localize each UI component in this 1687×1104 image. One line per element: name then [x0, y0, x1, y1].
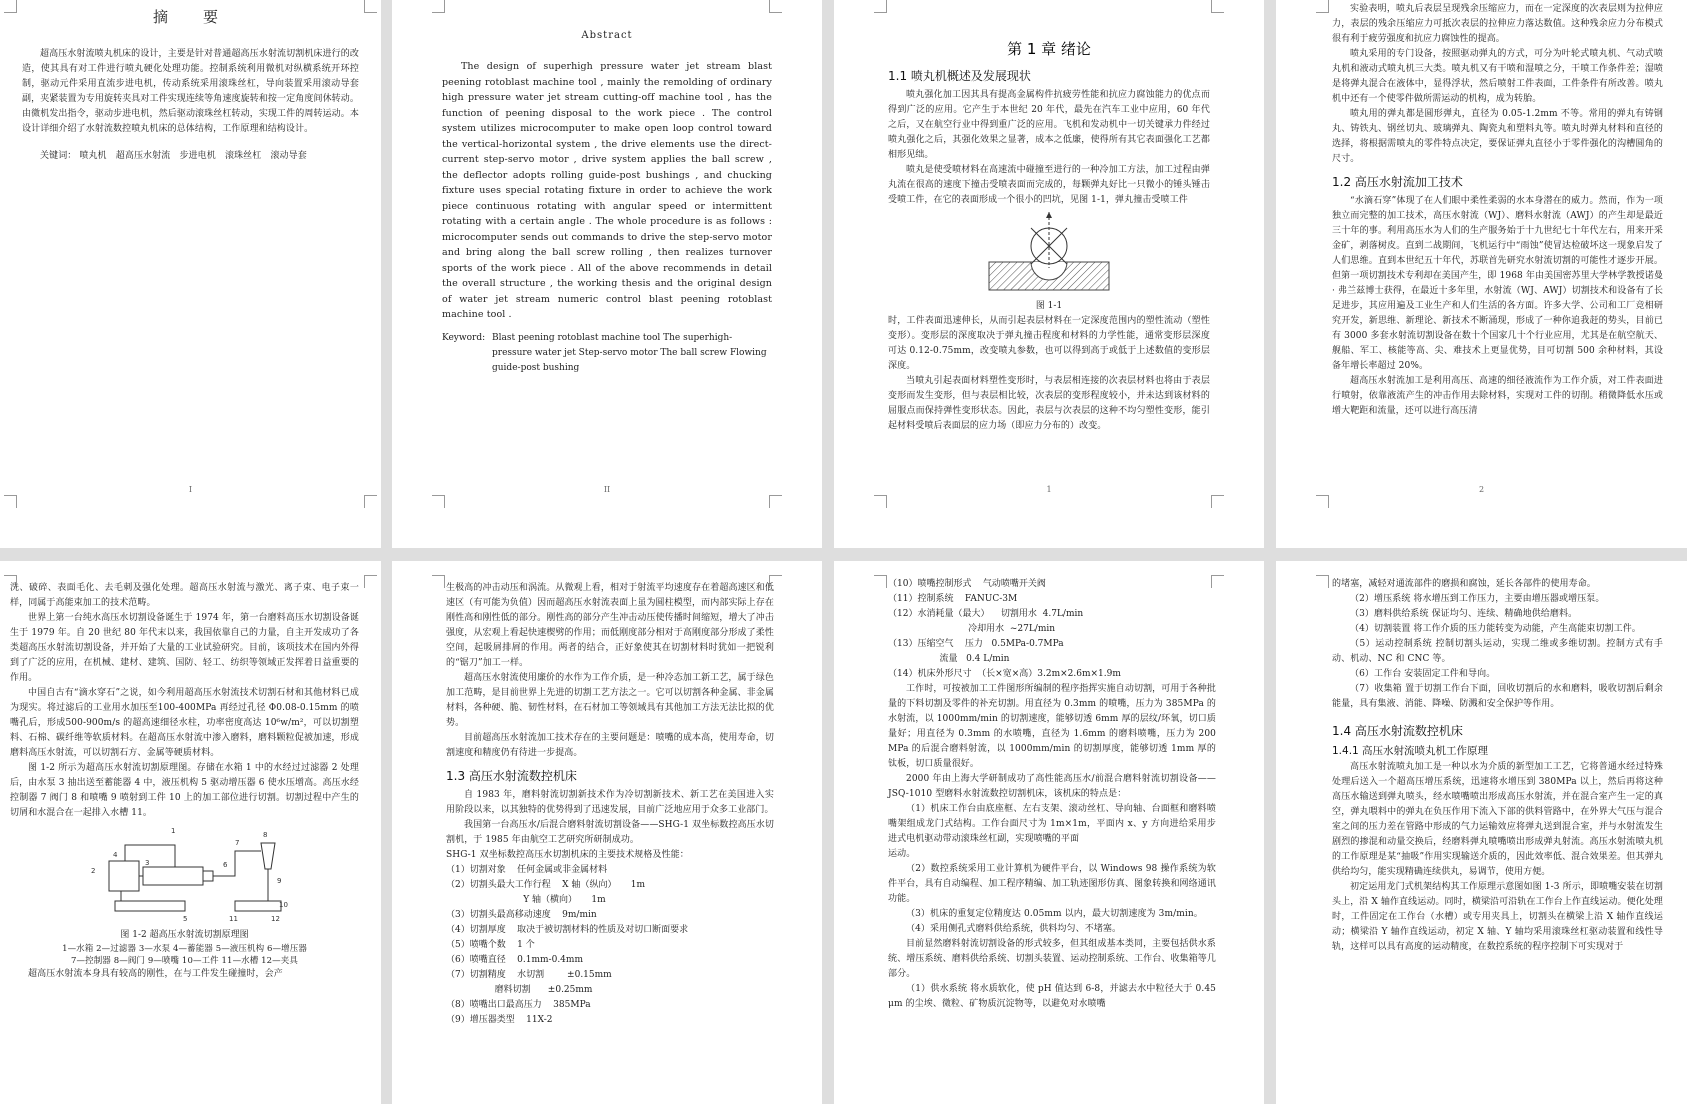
keyword-label: Keyword:: [442, 332, 486, 343]
paragraph: （1）供水系统 将水质软化，使 pH 值达到 6-8，并滤去水中粒径大于 0.45 μm 的尘埃、微粒、矿物质沉淀物等，以避免对水喷嘴: [888, 984, 1216, 1009]
spec-line: （7）切割精度 水切割 ±0.15mm: [446, 970, 612, 980]
svg-text:5: 5: [182, 915, 187, 923]
page-6: [1276, 561, 1687, 1104]
abstract-title-en: Abstract: [581, 30, 633, 41]
paragraph: 时，工件表面迅速伸长，从而引起表层材料在一定深度范围内的塑性流动（塑性变形）。变形层的深度取决于弹丸撞击程度和材料的力学性能，通常变形层深度可达 0.12-0.75mm，改变喷丸参数，也可以得到高于或低于上述数值的变形层深度。: [888, 316, 1210, 371]
page-number: 2: [1478, 485, 1485, 494]
paragraph: 初定运用龙门式机架结构其工作原理示意图如图 1-3 所示，即喷嘴安装在切割头上，沿 X 轴作直线运动。同时，横梁沿可沿轨在工作台上作直线运动。便化处理时，工件固定在工作台（水槽）或专用夹具上，切割头在横梁上沿 X 轴作直线运动；横梁沿 Y 轴作直线运动，初定 X 轴、Y 轴均采用滚珠丝杠驱动装置和线性导轨，这样可以具有高度的运动精度，在数控系统的程序控制下可实现对于: [1332, 882, 1663, 952]
figure-legend: 1—水箱 2—过滤器 3—水泵 4—蓄能器 5—液压机构 6—增压器: [62, 944, 307, 954]
crop-mark: [432, 495, 445, 508]
spec-line: （8）喷嘴出口最高压力 385MPa: [446, 1000, 591, 1010]
paragraph: 图 1-2 所示为超高压水射流切割原理图。存储在水箱 1 中的水经过过滤器 2 处理后，由水泵 3 抽出送至蓄能器 4 中，液压机构 5 驱动增压器 6 使水压增高。高压水经控制器 7 阀门 8 和喷嘴 9 喷射到工件 10 上的加工部位进行切割。切割过程中产生的切屑和水混合在一起排入水槽 11。: [10, 763, 359, 818]
page-number: 1: [1046, 485, 1052, 494]
paragraph: 实验表明，喷丸后表层呈现残余压缩应力，而在一定深度的次表层则为拉伸应力，表层的残余压缩应力可抵次表层的拉伸应力落达数值。这种残余应力分布模式很有利于疲劳强度和抗应力腐蚀性的提高。: [1332, 4, 1663, 44]
page-4: [392, 561, 822, 1104]
paragraph: （2）增压系统 将水增压到工作压力，主要由增压器或增压泵。: [1350, 594, 1605, 604]
spec-line: 磨料切割 ±0.25mm: [446, 985, 593, 995]
paragraph: （7）收集箱 置于切割工作台下面，回收切割后的水和磨料，吸收切割后剩余能量，具有集液、消能、降噪、防溅和安全保护等作用。: [1332, 684, 1663, 709]
paragraph: 超高压水射流本身具有较高的刚性，在与工件发生碰撞时，会产: [28, 969, 283, 979]
paragraph: 喷丸是使受喷材料在高速流中碰撞至进行的一种冷加工方法，加工过程由弹丸流在很高的速度下撞击受喷表面而完成的，每颗弹丸好比一只微小的锤头锤击受喷工件，在它的表面形成一个很小的凹坑，见图 1-1，弹丸撞击受喷工件: [888, 165, 1210, 205]
section-heading: 1.2 高压水射流加工技术: [1332, 175, 1463, 189]
abstract-body-en: The design of superhigh pressure water jet stream blast peening rotoblast machine tool , mainly the remolding of ordinary high pressure water jet stream cutting-off machine tool , has the function of peening disposal to the work piece . The control system utilizes microcomputer to make open loop control toward the vertical-horizontal system , the drive elements use the direct-current step-servo motor , drive system applies the ball screw , the deflector adopts rolling guide-post bushings , and chucking fixture uses special rotating fixture in order to achieve the work piece continuous rotating with angular speed or intermittent rotating with a certain angle . The whole procedure is as follows : microcomputer sends out commands to drive the step-servo motor and bring along the ball screw rolling , then realizes turnover sports of the work piece . All of the above recommends in detail the overall structure , the working thesis and the original design of water jet stream numeric control blast peening rotoblast machine tool .: [442, 61, 772, 320]
svg-text:2: 2: [90, 867, 95, 875]
spec-line: （10）喷嘴控制形式 气动喷嘴开关阀: [888, 579, 1046, 589]
paragraph: 中国自古有“滴水穿石”之说，如今利用超高压水射流技术切割石材和其他材料已成为现实。将过滤后的工业用水加压至100-400MPa 再经过孔径 Φ0.08-0.15mm 的喷嘴孔后，形成500-900m/s 的超高速细径水柱，功率密度高达 10⁶w/m²，可以切割塑料、石棉、碳纤维等软质材料。在超高压水射流中渗入磨料，磨料颗粒促被加速，形成磨料高压水射流，可以切割石方、金属等硬质材料。: [10, 688, 359, 758]
spec-line: （12）水消耗量（最大） 切割用水 4.7L/min: [888, 609, 1084, 619]
paragraph: 喷丸强化加工因其具有提高金属构件抗疲劳性能和抗应力腐蚀能力的优点而得到广泛的应用。它产生于本世纪 20 年代，最先在汽车工业中应用，60 年代之后，又在航空行业中得到重广泛的应用。飞机和发动机中一切关键承力件经过喷丸强化之后，其强化效果之显著，成本之低廉，使得所有其它表面强化工艺都相形见绌。: [888, 90, 1210, 160]
abstract-body: 超高压水射流喷丸机床的设计，主要是针对普通超高压水射流切割机床进行的改造，使其具有对工件进行喷丸硬化处理功能。控制系统利用微机对纵横系统开环控制，驱动元件采用直流步进电机，传动系统采用滚珠丝杠，导向装置采用滚动导套副，夹紧装置为专用旋转夹具对工件实现连续等角速度旋转和按一定角度间休转动。由微机发出指令，驱动步进电机，然后驱动滚珠丝杠转动，实现工件的周转运动。本设计详细介绍了水射流数控喷丸机床的总体结构，工作原理和结构设计。: [22, 49, 359, 134]
paragraph: 目前超高压水射流加工技术存在的主要问题是：喷嘴的成本高，使用寿命，切割速度和精度仍有待进一步提高。: [446, 733, 774, 758]
paragraph: 我国第一台高压水/后混合磨料射流切割设备——SHG-1 双坐标数控高压水切割机，于 1985 年由航空工艺研究所研制成功。: [446, 820, 774, 845]
paragraph: 运动。: [888, 849, 916, 859]
paragraph: 高压水射流喷丸加工是一种以水为介质的新型加工工艺，它将普通水经过特殊处理后送入一个超高压增压系统，迅速将水增压到 380MPa 以上，然后再将这种高压水输送到弹丸喷头，经水喷嘴喷出形成高压水射流，并在混合室产生一定的真空，弹丸喂料中的弹丸在负压作用下流入下部的供料管路中，在外界大气压与混合室之间的压力差在管路中形成的气力运输效应将弹丸送到混合室，并与水射流发生剧烈的掺混和动量交换后，经磨料弹丸喷嘴喷出形成弹丸射流。高压水射流喷丸机的工作原理是某“抽吸”作用实现输送介质的，因此效率低、混合效果差。但其弹丸供给均匀，能实现精确连续供丸，易调节，使用方便。: [1332, 762, 1663, 877]
spec-line: 流量 0.4 L/min: [888, 654, 1010, 664]
page-english-abstract: [392, 0, 822, 548]
svg-text:12: 12: [270, 915, 280, 923]
section-heading: 1.3 高压水射流数控机床: [446, 769, 577, 783]
svg-text:4: 4: [112, 851, 117, 859]
svg-text:8: 8: [262, 831, 267, 839]
paragraph: 目前显然磨料射流切割设备的形式较多，但其组成基本类同，主要包括供水系统、增压系统、磨料供给系统、切割头装置、运动控制系统、工作台、收集箱等几部分。: [888, 939, 1216, 979]
spec-line: （5）喷嘴个数 1 个: [446, 940, 535, 950]
paragraph: 自 1983 年，磨料射流切割新技术作为冷切割新技术、新工艺在美国进入实用阶段以来，以其独特的优势得到了迅速发展，目前广泛地应用于众多工业部门。: [446, 790, 774, 815]
section-heading: 1.1 喷丸机概述及发展现状: [888, 69, 1031, 83]
paragraph: （3）磨料供给系统 保证均匀、连续、精确地供给磨料。: [1350, 609, 1578, 619]
spec-line: （1）切割对象 任何金属或非金属材料: [446, 865, 608, 875]
spec-line: （2）切割头最大工作行程 X 轴（纵向） 1m: [446, 880, 646, 890]
spec-line: 冷却用水 ~27L/min: [888, 624, 1056, 634]
shot-impact-diagram: [979, 208, 1119, 296]
keywords: 关键词： 喷丸机 超高压水射流 步进电机 滚珠丝杠 滚动导套: [40, 151, 307, 161]
paragraph: （4）切割装置 将工作介质的压力能转变为动能，产生高能束切割工件。: [1350, 624, 1641, 634]
figure-caption: 图 1-2 超高压水射流切割原理图: [120, 930, 249, 940]
spec-line: （3）切割头最高移动速度 9m/min: [446, 910, 597, 920]
figure-1-2: [10, 821, 359, 925]
crop-mark: [769, 495, 782, 508]
chapter-title: 第 1 章 绪论: [1007, 40, 1091, 58]
paragraph: （3）机床的重复定位精度达 0.05mm 以内，最大切割速度为 3m/min。: [906, 909, 1203, 919]
keyword-block: [442, 331, 772, 376]
section-heading: 1.4 高压水射流数控机床: [1332, 724, 1463, 738]
spec-line: Y 轴（横向） 1m: [446, 895, 606, 905]
spec-line: （13）压缩空气 压力 0.5MPa-0.7MPa: [888, 639, 1064, 649]
page-chapter-1: [834, 0, 1264, 548]
crop-mark: [364, 495, 377, 508]
figure-1-1: [888, 208, 1210, 296]
page-chinese-abstract: [0, 0, 381, 548]
waterjet-principle-diagram: [85, 821, 288, 925]
subsection-heading: 1.4.1 高压水射流喷丸机工作原理: [1332, 745, 1489, 757]
svg-text:10: 10: [278, 901, 288, 909]
paragraph: 喷丸用的弹丸都是圆形弹丸，直径为 0.05-1.2mm 不等。常用的弹丸有铸钢丸、铸铁丸、钢丝切丸、玻璃弹丸、陶瓷丸和塑料丸等。喷丸时弹丸材料和直径的选择，将根据需喷丸的零件特点决定，要保证弹丸直径小于零件强化的沟槽圆角的尺寸。: [1332, 109, 1663, 164]
spec-list: [888, 577, 1216, 682]
page-2: [1276, 0, 1687, 548]
spec-list: [446, 863, 774, 1028]
paragraph: 工作时，可按被加工工件图形所编制的程序指挥实施自动切割，可用于各种批量的下料切割及零件的补充切割。用直径为 0.3mm 的喷嘴，压力为 385MPa 的水射流，以 1000mm/min 的切割速度，能够切透 6mm 厚的层纹/环氧，切口质量好；用直径为 0.3mm 的水喷嘴，直径为 1.6mm 的磨料喷嘴，压力为 200 MPa 的后混合磨料射流，以 1000mm/min 的切割厚度，能够切透 1mm 厚的钛板，切口质量很好。: [888, 684, 1216, 769]
crop-mark: [1211, 495, 1224, 508]
page-5: [834, 561, 1264, 1104]
paragraph: 生极高的冲击动压和涡流。从微观上看，相对于射流平均速度存在着超高速区和低速区（有可能为负值）因而超高压水射流表面上虽为圆柱模型，而内部实际上存在刚性高和刚性低的部分。刚性高的部分产生冲击动压使传播时间缩短，增大了冲击强度，从宏观上看起快速楔劈的作用；而低刚度部分相对于高刚度部分形成了柔性空间，起吸屑排屑的作用。两者的结合，正好象使其在切割材料时犹如一把锐利的“锯刀”加工一样。: [446, 583, 774, 668]
paragraph: （4）采用侧孔式磨料供给系统，供料均匀、不堵塞。: [906, 924, 1122, 934]
page-number: I: [188, 485, 193, 494]
paragraph: 当喷丸引起表面材料塑性变形时，与表层相连接的次表层材料也将由于表层变形而发生变形，但与表层相比较，次表层的变形程度较小，并未达到该材料的屈服点而保持弹性变形状态。因此，表层与次表层的这种不均匀塑性变形，能引起材料受喷后表面层的应力场（即应力分布的）改变。: [888, 376, 1210, 431]
crop-mark: [1316, 495, 1329, 508]
spec-line: （4）切割厚度 取决于被切割材料的性质及对切口断面要求: [446, 925, 689, 935]
crop-mark: [4, 495, 17, 508]
paragraph: 2000 年由上海大学研制成功了高性能高压水/前混合磨料射流切割设备——JSQ-1010 型磨料水射流数控切割机床，该机床的特点是：: [888, 774, 1216, 799]
paragraph: 喷丸采用的专门设备，按照驱动弹丸的方式，可分为叶轮式喷丸机、气动式喷丸机和液动式喷丸机三大类。喷丸机又有干喷和湿喷之分，干喷工作条件差；湿喷是将弹丸混合在液体中，显得浮状，然后喷射工件表面，工件条件有所改善。喷丸机中还有一个使零件做所需运动的机构，成为转胎。: [1332, 49, 1663, 104]
page-3: [0, 561, 381, 1104]
svg-text:1: 1: [170, 827, 175, 835]
abstract-title: 摘 要: [152, 8, 228, 26]
spec-line: （9）增压器类型 11X-2: [446, 1015, 553, 1025]
svg-text:9: 9: [276, 877, 281, 885]
spec-line: （11）控制系统 FANUC-3M: [888, 594, 1018, 604]
svg-text:11: 11: [228, 915, 238, 923]
svg-text:3: 3: [144, 859, 149, 867]
paragraph: 洗、破碎、表面毛化、去毛刺及强化处理。超高压水射流与激光、离子束、电子束一样，同属于高能束加工的技术范畴。: [10, 583, 359, 608]
paragraph: 超高压水射流使用廉价的水作为工作介质，是一种冷态加工新工艺，属于绿色加工范畴，是目前世界上先进的切割工艺方法之一。它可以切割各种金属、非金属材料，各种硬、脆、韧性材料，在石材加工等领域具有其他加工方法无法比拟的优势。: [446, 673, 774, 728]
paragraph: 超高压水射流加工是利用高压、高速的细径液流作为工作介质，对工件表面进行喷射，依靠液流产生的冲击作用去除材料，实现对工件的切削。稍微降低水压或增大靶距和流量，还可以进行高压清: [1332, 376, 1663, 416]
paragraph: 的堵塞，减轻对通流部件的磨损和腐蚀，延长各部件的使用寿命。: [1332, 579, 1596, 589]
page-number: II: [603, 485, 611, 494]
paragraph: （5）运动控制系统 控制切割头运动，实现二维或多维切割。控制方式有手动、机动、NC 和 CNC 等。: [1332, 639, 1663, 664]
paragraph: SHG-1 双坐标数控高压水切割机床的主要技术规格及性能：: [446, 850, 689, 860]
spec-line: （6）喷嘴直径 0.1mm-0.4mm: [446, 955, 583, 965]
paragraph: （6）工作台 安装固定工件和导向。: [1350, 669, 1496, 679]
paragraph: 世界上第一台纯水高压水切割设备诞生于 1974 年，第一台磨料高压水切割设备诞生于 1979 年。自 20 世纪 80 年代末以来，我国依靠自己的力量，自主开发成功了各类超高压水射流切割设备，并开始了大量的工业试验研究。目前，该项技术在国内外得到了广泛的应用，在机械、建材、建筑、国防、轻工、纺织等领域正发挥着日益重要的作用。: [10, 613, 359, 683]
paragraph: （1）机床工作台由底座框、左右支架、滚动丝杠、导向轴、台面框和磨料喷嘴架组成龙门式结构。工作台面尺寸为 1m×1m，平面内 x、y 方向进给采用步进式电机驱动带动滚珠丝杠副，实现喷嘴的平面: [888, 804, 1216, 844]
paragraph: “水滴石穿”体现了在人们眼中柔性柔弱的水本身潜在的威力。然而，作为一项独立而完整的加工技术，高压水射流（WJ）、磨料水射流（AWJ）的产生却是最近三十年的事。利用高压水为人们的生产服务始于十九世纪七十年代左右，用来开采金矿，剥落树皮。直到二战期间，飞机运行中“雨蚀”使冒达检破坏这一现象启发了人们思维。直到本世纪五十年代，苏联首先研究水射流切割的可能性才逐步开展。但第一项切割技术专利却在美国产生，即 1968 年由美国密苏里大学林学教授诺曼 · 弗兰兹博士获得，在最近十多年里，水射流（WJ、AWJ）切割技术和设备有了长足进步，其应用遍及工业生产和人们生活的各方面。许多大学、公司和工厂竞相研究开发，新思维、新理论、新技术不断涌现，形成了一种你追我赶的势头，目前已有 3000 多套水射流切割设备在数十个国家几十个行业应用，尤其是在航空航天、舰船、军工、核能等高、尖、难技术上更显优势，目可切割 500 余种材料，其设备年增长率超过 20%。: [1332, 196, 1663, 371]
crop-mark: [874, 495, 887, 508]
svg-text:7: 7: [234, 839, 239, 847]
figure-legend: 7—控制器 8—阀门 9—喷嘴 10—工件 11—水槽 12—夹具: [71, 956, 298, 966]
spec-line: （14）机床外形尺寸 （长×宽×高）3.2m×2.6m×1.9m: [888, 669, 1121, 679]
svg-text:6: 6: [222, 861, 227, 869]
keywords-en: Blast peening rotoblast machine tool The superhigh-pressure water jet Step-servo motor The ball screw Flowing guide-post bushing: [492, 332, 767, 373]
paragraph: （2）数控系统采用工业计算机为硬件平台，以 Windows 98 操作系统为软件平台，具有自动编程、加工程序精编、加工轨迹图形仿真、图象转换和网络通讯功能。: [888, 864, 1216, 904]
figure-caption: 图 1-1: [1035, 301, 1063, 311]
